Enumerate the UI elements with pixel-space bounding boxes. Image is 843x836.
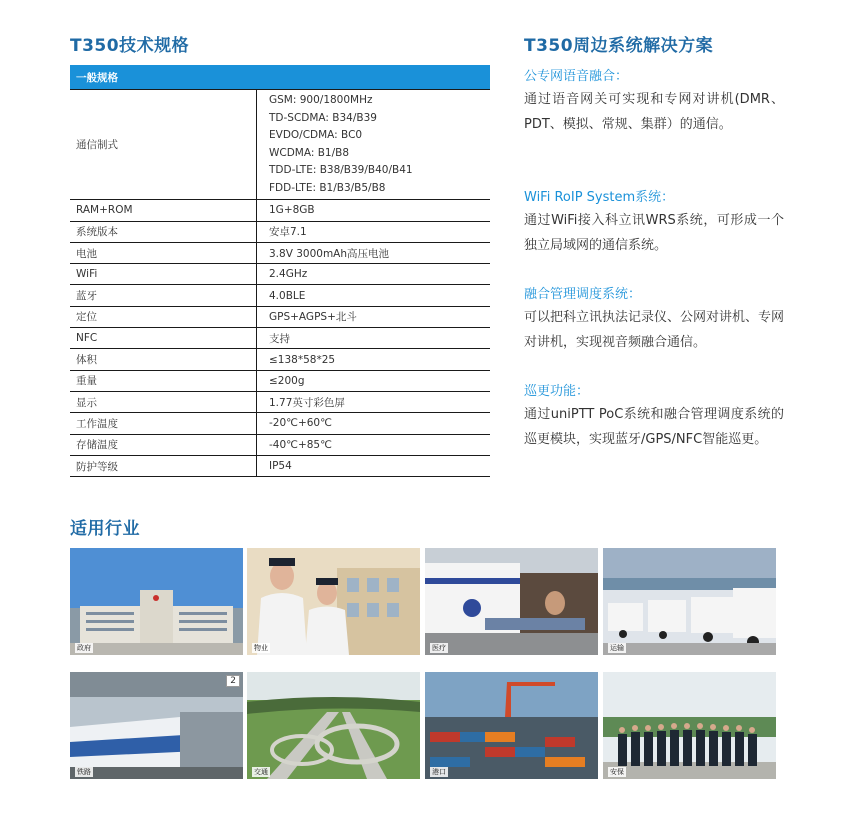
industry-tile-traffic [247, 672, 420, 779]
solution-desc: 通过uniPTT PoC系统和融合管理调度系统的巡更模块，实现蓝牙/GPS/NFC智能巡更。 [524, 407, 784, 447]
spec-key: WiFi [70, 264, 257, 285]
spec-key: 重量 [70, 370, 257, 391]
table-row [70, 413, 490, 434]
spec-value-line: TDD-LTE: B38/B39/B40/B41 [269, 164, 413, 177]
industries-title: 适用行业 [70, 519, 140, 539]
spec-value: ≤200g [257, 370, 491, 391]
spec-value-line: EVDO/CDMA: BC0 [269, 129, 363, 142]
page-number-badge: 2 [226, 675, 240, 687]
solution-item [524, 65, 784, 137]
industry-label: 港口 [432, 768, 446, 776]
container-port-photo [425, 672, 598, 779]
spec-value-line: FDD-LTE: B1/B3/B5/B8 [269, 181, 386, 194]
solution-item [524, 283, 784, 355]
industry-label: 交通 [254, 768, 268, 776]
spec-value: 3.8V 3000mAh高压电池 [257, 242, 491, 263]
solution-title: 公专网语音融合： [524, 69, 629, 84]
ambulance-photo [425, 548, 598, 655]
spec-value: GPS+AGPS+北斗 [257, 306, 491, 327]
spec-value-line: TD-SCDMA: B34/B39 [269, 111, 377, 124]
spec-key: 体积 [70, 349, 257, 370]
table-row [70, 328, 490, 349]
table-row [70, 434, 490, 455]
spec-key: 工作温度 [70, 413, 257, 434]
industry-label: 政府 [77, 644, 91, 652]
spec-value: ≤138*58*25 [257, 349, 491, 370]
spec-value: 1.77英寸彩色屏 [257, 391, 491, 412]
table-row [70, 349, 490, 370]
solution-desc: 通过语音网关可实现和专网对讲机(DMR、PDT、模拟、常规、集群）的通信。 [524, 92, 784, 132]
spec-value: 安卓7.1 [257, 221, 491, 242]
highway-interchange-photo [247, 672, 420, 779]
spec-key: 蓝牙 [70, 285, 257, 306]
spec-key: 系统版本 [70, 221, 257, 242]
industry-tile-government [70, 548, 243, 655]
spec-key: NFC [70, 328, 257, 349]
table-row [70, 306, 490, 327]
solution-title: 巡更功能： [524, 384, 590, 399]
table-row [70, 285, 490, 306]
table-row [70, 90, 490, 200]
security-guards-photo [247, 548, 420, 655]
industry-tile-port [425, 672, 598, 779]
spec-value-line: WCDMA: B1/B8 [269, 146, 350, 159]
table-row [70, 221, 490, 242]
industry-label: 铁路 [77, 768, 91, 776]
industry-tile-medical [425, 548, 598, 655]
spec-key: 显示 [70, 391, 257, 412]
security-team-photo [603, 672, 776, 779]
solution-title: WiFi RoIP System系统： [524, 190, 675, 205]
spec-key: 通信制式 [70, 90, 257, 200]
spec-value: IP54 [257, 455, 491, 476]
spec-key: 防护等级 [70, 455, 257, 476]
specs-title: T350技术规格 [70, 36, 190, 56]
solution-item [524, 186, 784, 258]
high-speed-train-photo [70, 672, 243, 779]
table-row [70, 200, 490, 221]
spec-key: RAM+ROM [70, 200, 257, 221]
industry-tile-security [603, 672, 776, 779]
table-row [70, 455, 490, 476]
industry-label: 安保 [610, 768, 624, 776]
industry-tile-railway [70, 672, 243, 779]
industry-label: 物业 [254, 644, 268, 652]
spec-value: 4.0BLE [257, 285, 491, 306]
spec-key: 电池 [70, 242, 257, 263]
industry-tile-property [247, 548, 420, 655]
table-row [70, 264, 490, 285]
spec-value: 2.4GHz [257, 264, 491, 285]
table-row [70, 242, 490, 263]
spec-table [70, 65, 490, 477]
table-row [70, 370, 490, 391]
table-row [70, 391, 490, 412]
trucks-photo [603, 548, 776, 655]
spec-value: -20℃+60℃ [257, 413, 491, 434]
solution-desc: 可以把科立讯执法记录仪、公网对讲机、专网对讲机，实现视音频融合通信。 [524, 310, 785, 350]
solutions-title: T350周边系统解决方案 [524, 36, 714, 56]
spec-value: -40℃+85℃ [257, 434, 491, 455]
spec-value-comm [257, 90, 491, 200]
spec-key: 定位 [70, 306, 257, 327]
spec-value: 支持 [257, 328, 491, 349]
solution-title: 融合管理调度系统： [524, 287, 642, 302]
industry-tile-transport [603, 548, 776, 655]
solution-item [524, 380, 784, 452]
industry-label: 医疗 [432, 644, 446, 652]
spec-key: 存储温度 [70, 434, 257, 455]
government-building-photo [70, 548, 243, 655]
spec-value: 1G+8GB [257, 200, 491, 221]
solution-desc: 通过WiFi接入科立讯WRS系统，可形成一个独立局域网的通信系统。 [524, 213, 784, 253]
spec-group-header: 一般规格 [70, 65, 490, 90]
industry-label: 运输 [610, 644, 624, 652]
spec-value-line: GSM: 900/1800MHz [269, 94, 373, 107]
